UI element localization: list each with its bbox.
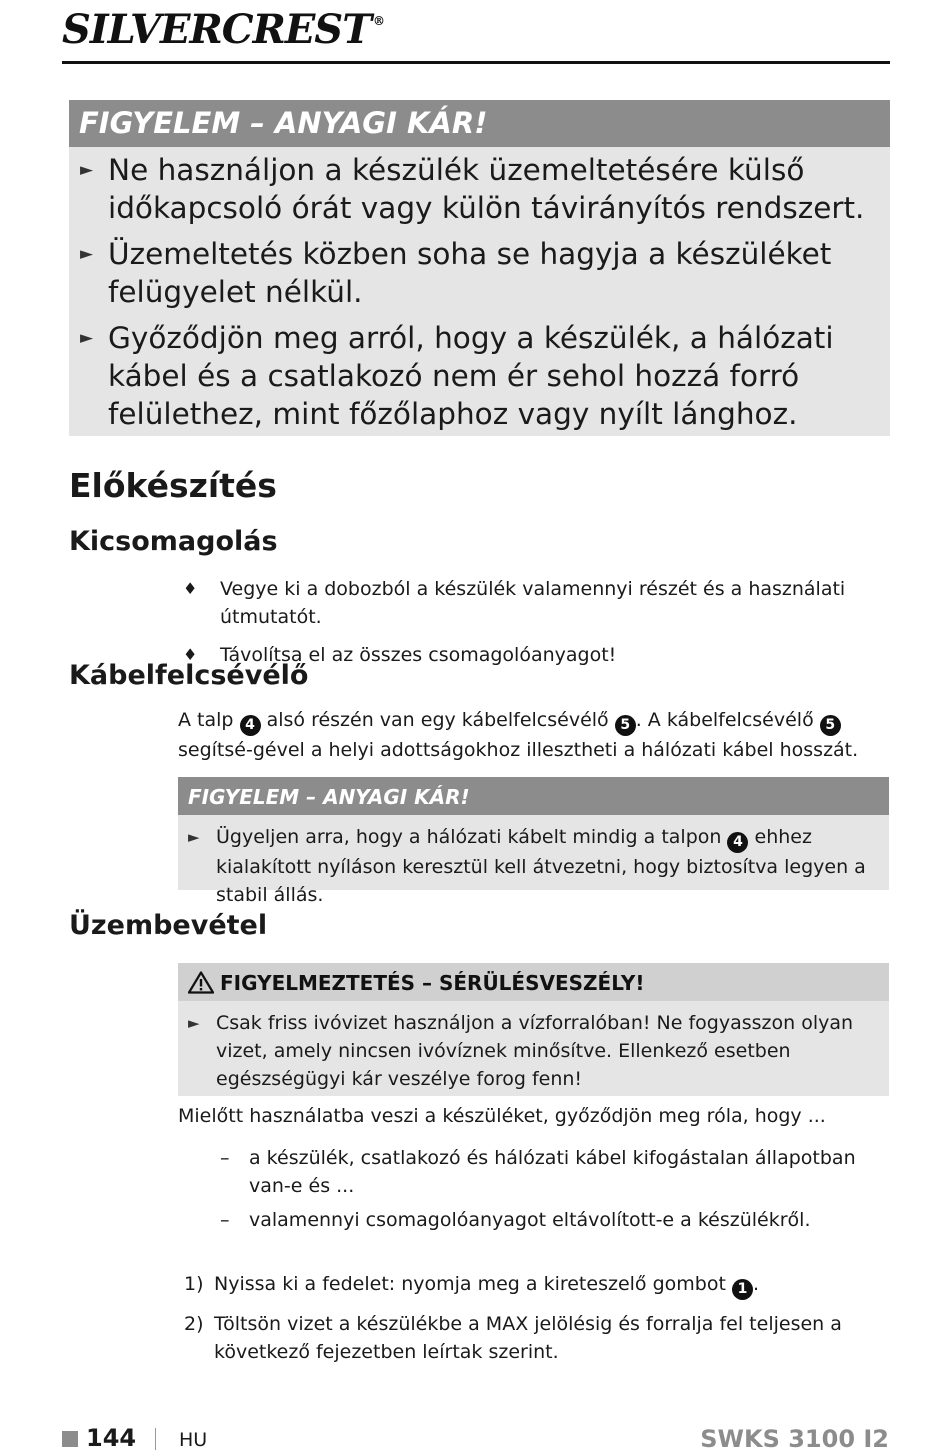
header-rule [62, 61, 890, 64]
list-item [220, 1206, 860, 1234]
warning-item [69, 151, 890, 227]
warning-item [69, 235, 890, 311]
subsection-title-unpacking: Kicsomagolás [69, 526, 278, 557]
warning-title: FIGYELEM – ANYAGI KÁR! [178, 777, 889, 815]
warning-box-injury [178, 963, 889, 1096]
list-item [220, 1144, 860, 1200]
warning-box-cable [178, 777, 889, 906]
list-item [183, 575, 903, 631]
arrow-icon: ► [80, 160, 94, 180]
warning-title-row [178, 963, 889, 1001]
text: segítsé-gével a helyi adottságokhoz illesztheti a hálózati kábel hosszát. [178, 739, 859, 761]
warning-item [69, 319, 890, 433]
text: Ügyeljen arra, hogy a hálózati kábelt mindig a talpon [216, 826, 722, 848]
text: . [752, 1273, 759, 1295]
part-number-badge: 5 [615, 715, 636, 736]
warning-item-text: Üzemeltetés közben soha se hagyja a készüléket felügyelet nélkül. [108, 237, 832, 309]
arrow-icon: ► [80, 244, 94, 264]
warning-item [178, 823, 889, 909]
text: . A kábelfelcsévélő [635, 709, 814, 731]
step-text: Nyissa ki a fedelet: nyomja meg a kireteszelő gombot [214, 1273, 726, 1295]
check-list [220, 1144, 860, 1240]
startup-intro: Mielőtt használatba veszi a készüléket, győződjön meg róla, hogy ... [178, 1105, 826, 1127]
footer-square [62, 1431, 78, 1447]
arrow-icon: ► [188, 828, 200, 846]
language-code: HU [179, 1429, 208, 1451]
warning-item-text: Ne használjon a készülék üzemeltetésére külső időkapcsoló órát vagy külön távirányítós rendszert. [108, 153, 865, 225]
step-number: 1) [184, 1273, 204, 1295]
warning-item-text: Győződjön meg arról, hogy a készülék, a hálózati kábel és a csatlakozó nem ér sehol hozzá forró felülethez, mint főzőlaphoz vagy nyílt lánghoz. [108, 321, 834, 431]
step-text: Töltsön vizet a készülékbe a MAX jelölésig és forralja fel teljesen a következő fejezetben leírtak szerint. [214, 1313, 842, 1363]
brand-name: SILVERCREST [62, 6, 371, 53]
arrow-icon: ► [80, 328, 94, 348]
text: ehhez kialakított nyíláson keresztül kell átvezetni, hogy biztosítva legyen a stabil állás. [216, 826, 866, 906]
page-number: 144 [86, 1424, 137, 1452]
warning-item [178, 1009, 889, 1093]
text: Csak friss ivóvizet használjon a vízforralóban! Ne fogyasszon olyan vizet, amely nincsen ivóvíznek minősítve. Ellenkező esetben egészségügyi kár veszélye forog fenn! [216, 1012, 854, 1090]
part-number-badge: 4 [240, 715, 261, 736]
footer-divider [155, 1428, 156, 1450]
step-number: 2) [184, 1313, 204, 1335]
list-item-text: valamennyi csomagolóanyagot eltávolított-e a készülékről. [249, 1209, 811, 1231]
model-number: SWKS 3100 I2 [700, 1425, 889, 1453]
diamond-bullet-icon: ♦ [183, 645, 198, 664]
part-number-badge: 4 [727, 832, 748, 853]
cable-winder-paragraph [178, 706, 878, 764]
dash-bullet: – [220, 1209, 230, 1231]
list-item-text: Vegye ki a dobozból a készülék valamennyi részét és a használati útmutatót. [220, 578, 846, 628]
arrow-icon: ► [188, 1014, 200, 1032]
diamond-bullet-icon: ♦ [183, 579, 198, 598]
step-item [184, 1270, 844, 1300]
warning-title: FIGYELMEZTETÉS – SÉRÜLÉSVESZÉLY! [220, 971, 645, 995]
warning-triangle-icon [188, 971, 214, 994]
text: A talp [178, 709, 234, 731]
step-item [184, 1310, 844, 1366]
steps-list [184, 1270, 844, 1376]
dash-bullet: – [220, 1147, 230, 1169]
warning-list [69, 147, 890, 433]
text: alsó részén van egy kábelfelcsévélő [266, 709, 609, 731]
subsection-title-cable-winder: Kábelfelcsévélő [69, 660, 309, 691]
registered-mark: ® [372, 14, 384, 28]
warning-title: FIGYELEM – ANYAGI KÁR! [69, 100, 890, 147]
subsection-title-startup: Üzembevétel [69, 910, 268, 941]
brand-logo [62, 6, 384, 53]
list-item-text: a készülék, csatlakozó és hálózati kábel kifogástalan állapotban van-e és ... [249, 1147, 856, 1197]
warning-box-material-damage [69, 100, 890, 436]
list-item-text: Távolítsa el az összes csomagolóanyagot! [220, 644, 617, 666]
part-number-badge: 1 [732, 1279, 753, 1300]
section-title: Előkészítés [69, 466, 277, 505]
part-number-badge: 5 [820, 715, 841, 736]
